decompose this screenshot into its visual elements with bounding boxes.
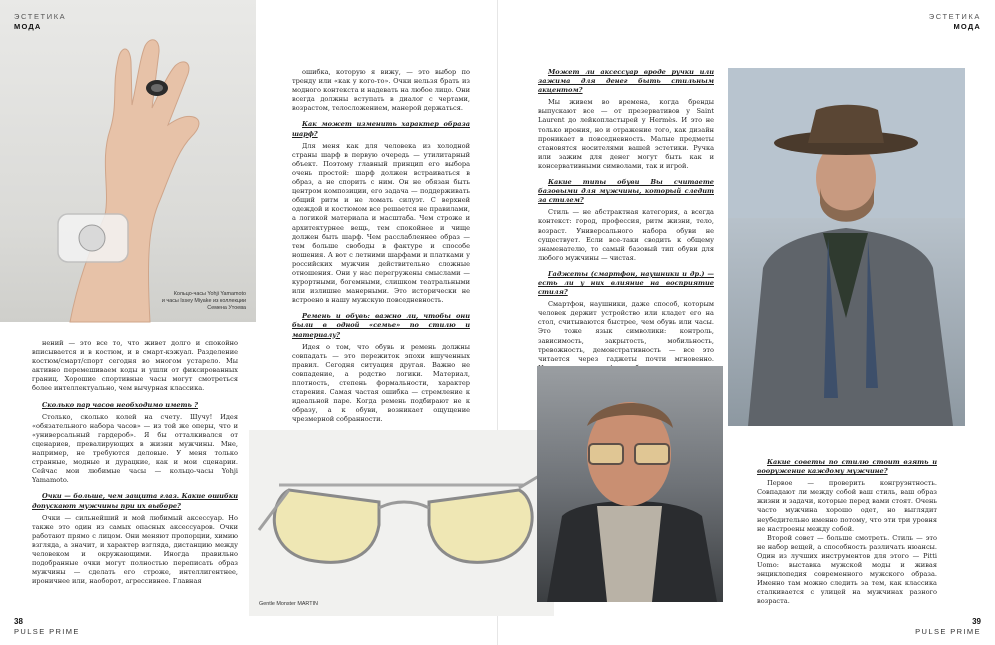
paragraph: Для меня как для человека из холодной страны шарф в первую очередь — утилитарный объект. Поэтому главный принцип его выбора очень простой: шарф должен встраиваться в образ, а не спорить с ним. Он не обязан быть центром композиции, его задача — поддерживать общий ритм и не ломать силуэт. С верхней одеждой и костюмом все решается не правилами, а логикой материала и масштаба. Чем строже и архитектурнее вещь, тем спокойнее и чище должен быть шарф. Чем расслабленнее образ — тем больше свободы в фактуре и способе ношения. А вот с летними шарфами и платками у российских мужчин действительно сложные отношения. Они у нас перегружены смыслами — курортными, богемными, слишком театральными или излишне манерными. Это исторически не встроено в нашу мужскую повседневность. bbox=[292, 141, 470, 305]
photo-man-in-glasses bbox=[537, 366, 723, 602]
magazine-brand: PULSE PRIME bbox=[915, 627, 981, 636]
paragraph: Очки — сильнейший и мой любимый аксессуар. Но также это один из самых опасных аксессуаров. Очки работают прямо с лицом. Они меняют пропорции, химию взгляда, а значит, и характер взгляда, дистанцию между человеком и окружающими. Иногда правильно подобранные очки могут полностью переписать образ мужчины — сделать его строже, интеллигентнее, ироничнее или, наоборот, агрессивнее. Главная bbox=[32, 513, 238, 586]
interview-question: Как может изменить характер образа шарф? bbox=[292, 120, 470, 138]
paragraph: Второй совет — больше смотреть. Стиль — это не набор вещей, а способность различать нюансы. Один из лучших инструментов для этого — Pitti Uomo: выставка мужской моды и живая энциклопедия современного мужского образа. Именно там можно следить за тем, как классика сталкивается с улицей на мужчинах разного возраста. bbox=[757, 533, 937, 606]
section-label-right bbox=[929, 12, 981, 32]
article-column-1 bbox=[32, 339, 238, 614]
section-category: ЭСТЕТИКА bbox=[14, 12, 67, 21]
article-column-4 bbox=[757, 458, 937, 618]
footer-right bbox=[915, 617, 981, 637]
paragraph: ошибка, которую я вижу, — это выбор по тренду или «как у кого-то». Очки нельзя брать из модного контекста и надевать на любое лицо. Они всегда должны вступать в диалог с чертами, возрастом, телосложением, манерой держаться. bbox=[292, 68, 470, 113]
hand-illustration bbox=[0, 0, 256, 322]
article-column-3 bbox=[538, 68, 714, 363]
article-column-2 bbox=[292, 68, 470, 428]
paragraph: Первое — проверить конгруэнтность. Совпадают ли между собой ваш стиль, ваш образ жизни и задачи, которые перед вами стоят. Очень часто мужчина хорошо одет, но выглядит неубедительно именно потому, что эти три уровня не настроены между собой. bbox=[757, 479, 937, 533]
interview-question: Сколько пар часов необходимо иметь ? bbox=[42, 400, 199, 409]
sunglasses-illustration bbox=[249, 430, 554, 616]
interview-question: Очки — больше, чем защита глаз. Какие ошибки допускают мужчины при их выборе? bbox=[32, 492, 238, 510]
interview-question: Какие советы по стилю стоит взять и вооружение каждому мужчине? bbox=[757, 458, 937, 476]
interview-question: Какие типы обуви Вы считаете базовыми для мужчины, который следит за стилем? bbox=[538, 178, 714, 205]
section-label-left bbox=[14, 12, 66, 32]
man-in-glasses-illustration bbox=[537, 366, 723, 602]
photo-glasses-caption: Gentle Monster MARTIN bbox=[259, 601, 318, 607]
footer-left bbox=[14, 617, 80, 637]
magazine-brand: PULSE PRIME bbox=[14, 627, 80, 636]
paragraph: Смартфон, наушники, даже способ, которым человек держит устройство или кладет его на стол, считываются быстрее, чем обувь или часы. Это тоже язык символики: контроль, зависимость, закрытость, мобильность, тревожность, демонстративность — все это читается через гаджеты почти мгновенно. bbox=[538, 300, 714, 363]
photo-hand-caption bbox=[106, 291, 246, 312]
caption-line: Семена Утоева bbox=[207, 305, 246, 311]
page-number: 38 bbox=[14, 617, 23, 626]
section-subcategory: МОДА bbox=[14, 22, 42, 31]
paragraph: Идея о том, что обувь и ремень должны совпадать — это пережиток эпохи вшученных правил. Сегодня ситуация другая. Важно не совпадение, а родство логики. Материал, плотность, степень формальности, характер старения. Самая частая ошибка — стремление к идеальной паре. Когда ремень подбирают не к образу, а к обуви, возникает ощущение чрезмерной собранности. bbox=[292, 342, 470, 424]
section-subcategory: МОДА bbox=[953, 22, 981, 31]
photo-man-in-hat bbox=[728, 68, 965, 426]
paragraph: нений — это все то, что живет долго и спокойно вписывается и в костюм, и в смарт-кэжуал. Разделение костюм/смарт/спорт сегодня во многом устарело. Мы активно перемешиваем коды и ушли от фиксированных границ. Хорошие спортивные часы могут смотреться более интеллектуально, чем вычурная классика. bbox=[32, 339, 238, 393]
interview-question: Гаджеты (смартфон, наушники и др.) — есть ли у них влияние на восприятие стиля? bbox=[538, 269, 714, 297]
caption-line: и часы Issey Miyake из коллекции bbox=[161, 298, 246, 304]
paragraph: Столько, сколько колей на счету. Шучу! Идея «обязательного набора часов» — из той же оперы, что и «универсальный гардероб». Я бы отталкивался от сценариев, превалирующих в жизни мужчины. Мне, например, не требуются деловые. У меня только странные, модные и дурацкие, как и мои сценарии. Сейчас мои любимые часы — кольцо-часы Yohji Yamamoto. bbox=[32, 412, 238, 485]
interview-question: Может ли аксессуар вроде ручки или зажима для денег быть стильным акцентом? bbox=[538, 68, 714, 95]
paragraph: Стиль — не абстрактная категория, а всегда контекст: город, профессия, ритм жизни, тело, возраст. Универсального набора обуви не существует. Если все-таки сводить к общему знаменателю, то самый базовый тип обуви для любого мужчины — чистая. bbox=[538, 208, 714, 262]
man-in-hat-illustration bbox=[728, 68, 965, 426]
photo-hand-with-ring-watch bbox=[0, 0, 256, 322]
caption-line: Кольцо-часы Yohji Yamamoto bbox=[173, 291, 246, 297]
section-category: ЭСТЕТИКА bbox=[928, 12, 981, 21]
page-number: 39 bbox=[972, 617, 981, 626]
interview-question: Ремень и обувь: важно ли, чтобы они были в одной «семье» по стилю и материалу? bbox=[292, 312, 470, 339]
paragraph: Мы живем во времена, когда бренды выпускают все — от презервативов у Saint Laurent до лейкопластырей у Hermès. И это не только ирония, но и отражение того, как дизайн проникает в повседневность. Малые предметы становятся носителями вашей эстетики. Ручка или зажим для денег могут быть как и консервативными символами, так и игрой. bbox=[538, 98, 714, 170]
photo-sunglasses bbox=[249, 430, 554, 616]
